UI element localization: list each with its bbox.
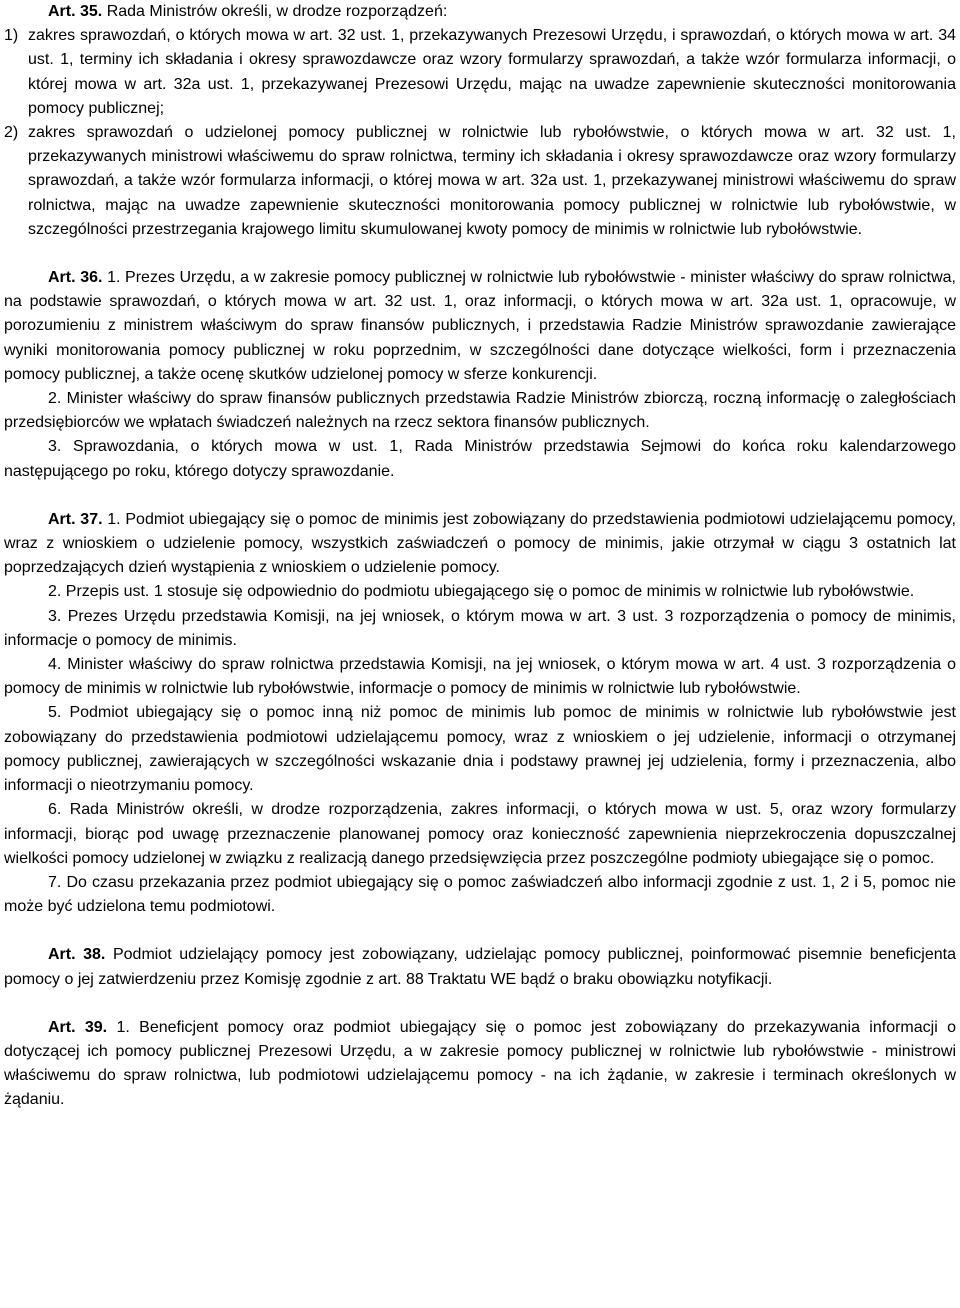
art39-p1-text: 1. Beneficjent pomocy oraz podmiot ubiegający się o pomoc jest zobowiązany do przekazywania informacji o dotyczącej ich pomocy publicznej Prezesowi Urzędu, a w zakresie pomocy publicznej w rolnictwie lub rybołówstwie - ministrowi właściwemu do spraw rolnictwa, lub podmiotowi udzielającemu pomocy - na ich żądanie, w zakresie i terminach określonych w żądaniu. (4, 1018, 957, 1109)
document-page (4, 0, 956, 1308)
section-gap (4, 992, 956, 1016)
art36-paragraph-2: 2. Minister właściwy do spraw finansów publicznych przedstawia Radzie Ministrów zbiorczą, roczną informację o zaległościach przedsiębiorców we wpłatach świadczeń należnych na rzecz sektora finansów publicznych. (4, 390, 956, 432)
art35-item-1-number: 1) (4, 27, 19, 45)
art38-p1-text: Podmiot udzielający pomocy jest zobowiązany, udzielając pomocy publicznej, poinformować pisemnie beneficjenta pomocy o jej zatwierdzeniu przez Komisję zgodnie z art. 88 Traktatu WE bądź o braku obowiązku notyfikacji. (4, 946, 956, 988)
art36-paragraph-1 (4, 266, 956, 387)
art35-label: Art. 35. (48, 3, 103, 20)
art35-item-2 (4, 121, 956, 242)
art39-label: Art. 39. (48, 1018, 108, 1036)
art35-item-1-text: zakres sprawozdań, o których mowa w art. 32 ust. 1, przekazywanych Prezesowi Urzędu, i sprawozdań, o których mowa w art. 34 ust. 1, terminy ich składania i okresy sprawozdawcze oraz wzory formularzy sprawozdań, a także wzór formularza informacji, o której mowa w art. 32a ust. 1, przekazywanej Prezesowi Urzędu, mając na uwadze zapewnienie skuteczności monitorowania pomocy publicznej; (28, 27, 956, 117)
art37-paragraph-1 (4, 508, 956, 581)
art39-paragraph-1 (4, 1016, 956, 1113)
art38-label: Art. 38. (48, 946, 106, 964)
section-gap (4, 242, 956, 266)
art37-paragraph-2: 2. Przepis ust. 1 stosuje się odpowiednio do podmiotu ubiegającego się o pomoc de minimis w rolnictwie lub rybołówstwie. (48, 583, 915, 601)
art37-paragraph-3: 3. Prezes Urzędu przedstawia Komisji, na jej wniosek, o którym mowa w art. 3 ust. 3 rozporządzenia o pomocy de minimis, informacje o pomocy de minimis. (4, 607, 956, 649)
art35-item-2-number: 2) (4, 124, 19, 142)
art36-label: Art. 36. (48, 269, 103, 287)
art35-intro (4, 0, 956, 24)
art35-item-2-text: zakres sprawozdań o udzielonej pomocy publicznej w rolnictwie lub rybołówstwie, o których mowa w art. 32 ust. 1, przekazywanych ministrowi właściwemu do spraw rolnictwa, terminy ich składania i okresy sprawozdawcze oraz wzory formularzy sprawozdań, a także wzór formularza informacji, o której mowa w art. 32a ust. 1, przekazywanej ministrowi właściwemu do spraw rolnictwa, mając na uwadze zapewnienie skuteczności monitorowania pomocy publicznej w rolnictwie lub rybołówstwie, w szczególności przestrzegania krajowego limitu skumulowanej kwoty pomocy de minimis w rolnictwie lub rybołówstwie. (28, 124, 956, 238)
art35-item-1 (4, 24, 956, 121)
art37-paragraph-6: 6. Rada Ministrów określi, w drodze rozporządzenia, zakres informacji, o których mowa w ust. 5, oraz wzory formularzy informacji, biorąc pod uwagę przeznaczenie planowanej pomocy oraz konieczność zapewnienia nieprzekroczenia dopuszczalnej wielkości pomocy udzielonej w związku z realizacją danego przedsięwzięcia przez poszczególne podmioty ubiegające się o pomoc. (4, 801, 956, 867)
section-gap (4, 484, 956, 508)
art36-p1-text: 1. Prezes Urzędu, a w zakresie pomocy publicznej w rolnictwie lub rybołówstwie - minister właściwy do spraw rolnictwa, na podstawie sprawozdań, o których mowa w art. 32 ust. 1, oraz informacji, o których mowa w art. 32a ust. 1, opracowuje, w porozumieniu z ministrem właściwym do spraw finansów publicznych, i przedstawia Radzie Ministrów sprawozdanie zawierające wyniki monitorowania pomocy publicznej w roku poprzednim, w szczególności dane dotyczące wielkości, form i przeznaczenia pomocy publicznej, a także ocenę skutków udzielonej pomocy w sferze konkurencji. (4, 269, 956, 383)
art37-label: Art. 37. (48, 510, 103, 528)
art37-paragraph-7: 7. Do czasu przekazania przez podmiot ubiegający się o pomoc zaświadczeń albo informacji zgodnie z ust. 1, 2 i 5, pomoc nie może być udzielona temu podmiotowi. (4, 873, 956, 916)
art37-paragraph-4: 4. Minister właściwy do spraw rolnictwa przedstawia Komisji, na jej wniosek, o którym mowa w art. 4 ust. 3 rozporządzenia o pomocy de minimis w rolnictwie lub rybołówstwie, informacje o pomocy de minimis w rolnictwie lub rybołówstwie. (4, 656, 956, 698)
art37-paragraph-5: 5. Podmiot ubiegający się o pomoc inną niż pomoc de minimis lub pomoc de minimis w rolnictwie lub rybołówstwie jest zobowiązany do przedstawienia podmiotowi udzielającemu pomocy, wraz z wnioskiem o jej udzielenie, informacji o otrzymanej pomocy publicznej, zawierających w szczególności wskazanie dnia i podstawy prawnej jej udzielenia, formy i przeznaczenia, albo informacji o nieotrzymaniu pomocy. (4, 704, 956, 795)
art38-paragraph-1 (4, 943, 956, 991)
art36-paragraph-3: 3. Sprawozdania, o których mowa w ust. 1, Rada Ministrów przedstawia Sejmowi do końca roku kalendarzowego następującego po roku, którego dotyczy sprawozdanie. (4, 438, 956, 480)
art37-p1-text: 1. Podmiot ubiegający się o pomoc de minimis jest zobowiązany do przedstawienia podmiotowi udzielającemu pomocy, wraz z wnioskiem o udzielenie pomocy, wszystkich zaświadczeń o pomocy de minimis, jakie otrzymał w ciągu 3 ostatnich lat poprzedzających dzień wystąpienia z wnioskiem o udzielenie pomocy. (4, 510, 956, 577)
art35-intro-text: Rada Ministrów określi, w drodze rozporządzeń: (102, 3, 448, 20)
section-gap (4, 919, 956, 943)
